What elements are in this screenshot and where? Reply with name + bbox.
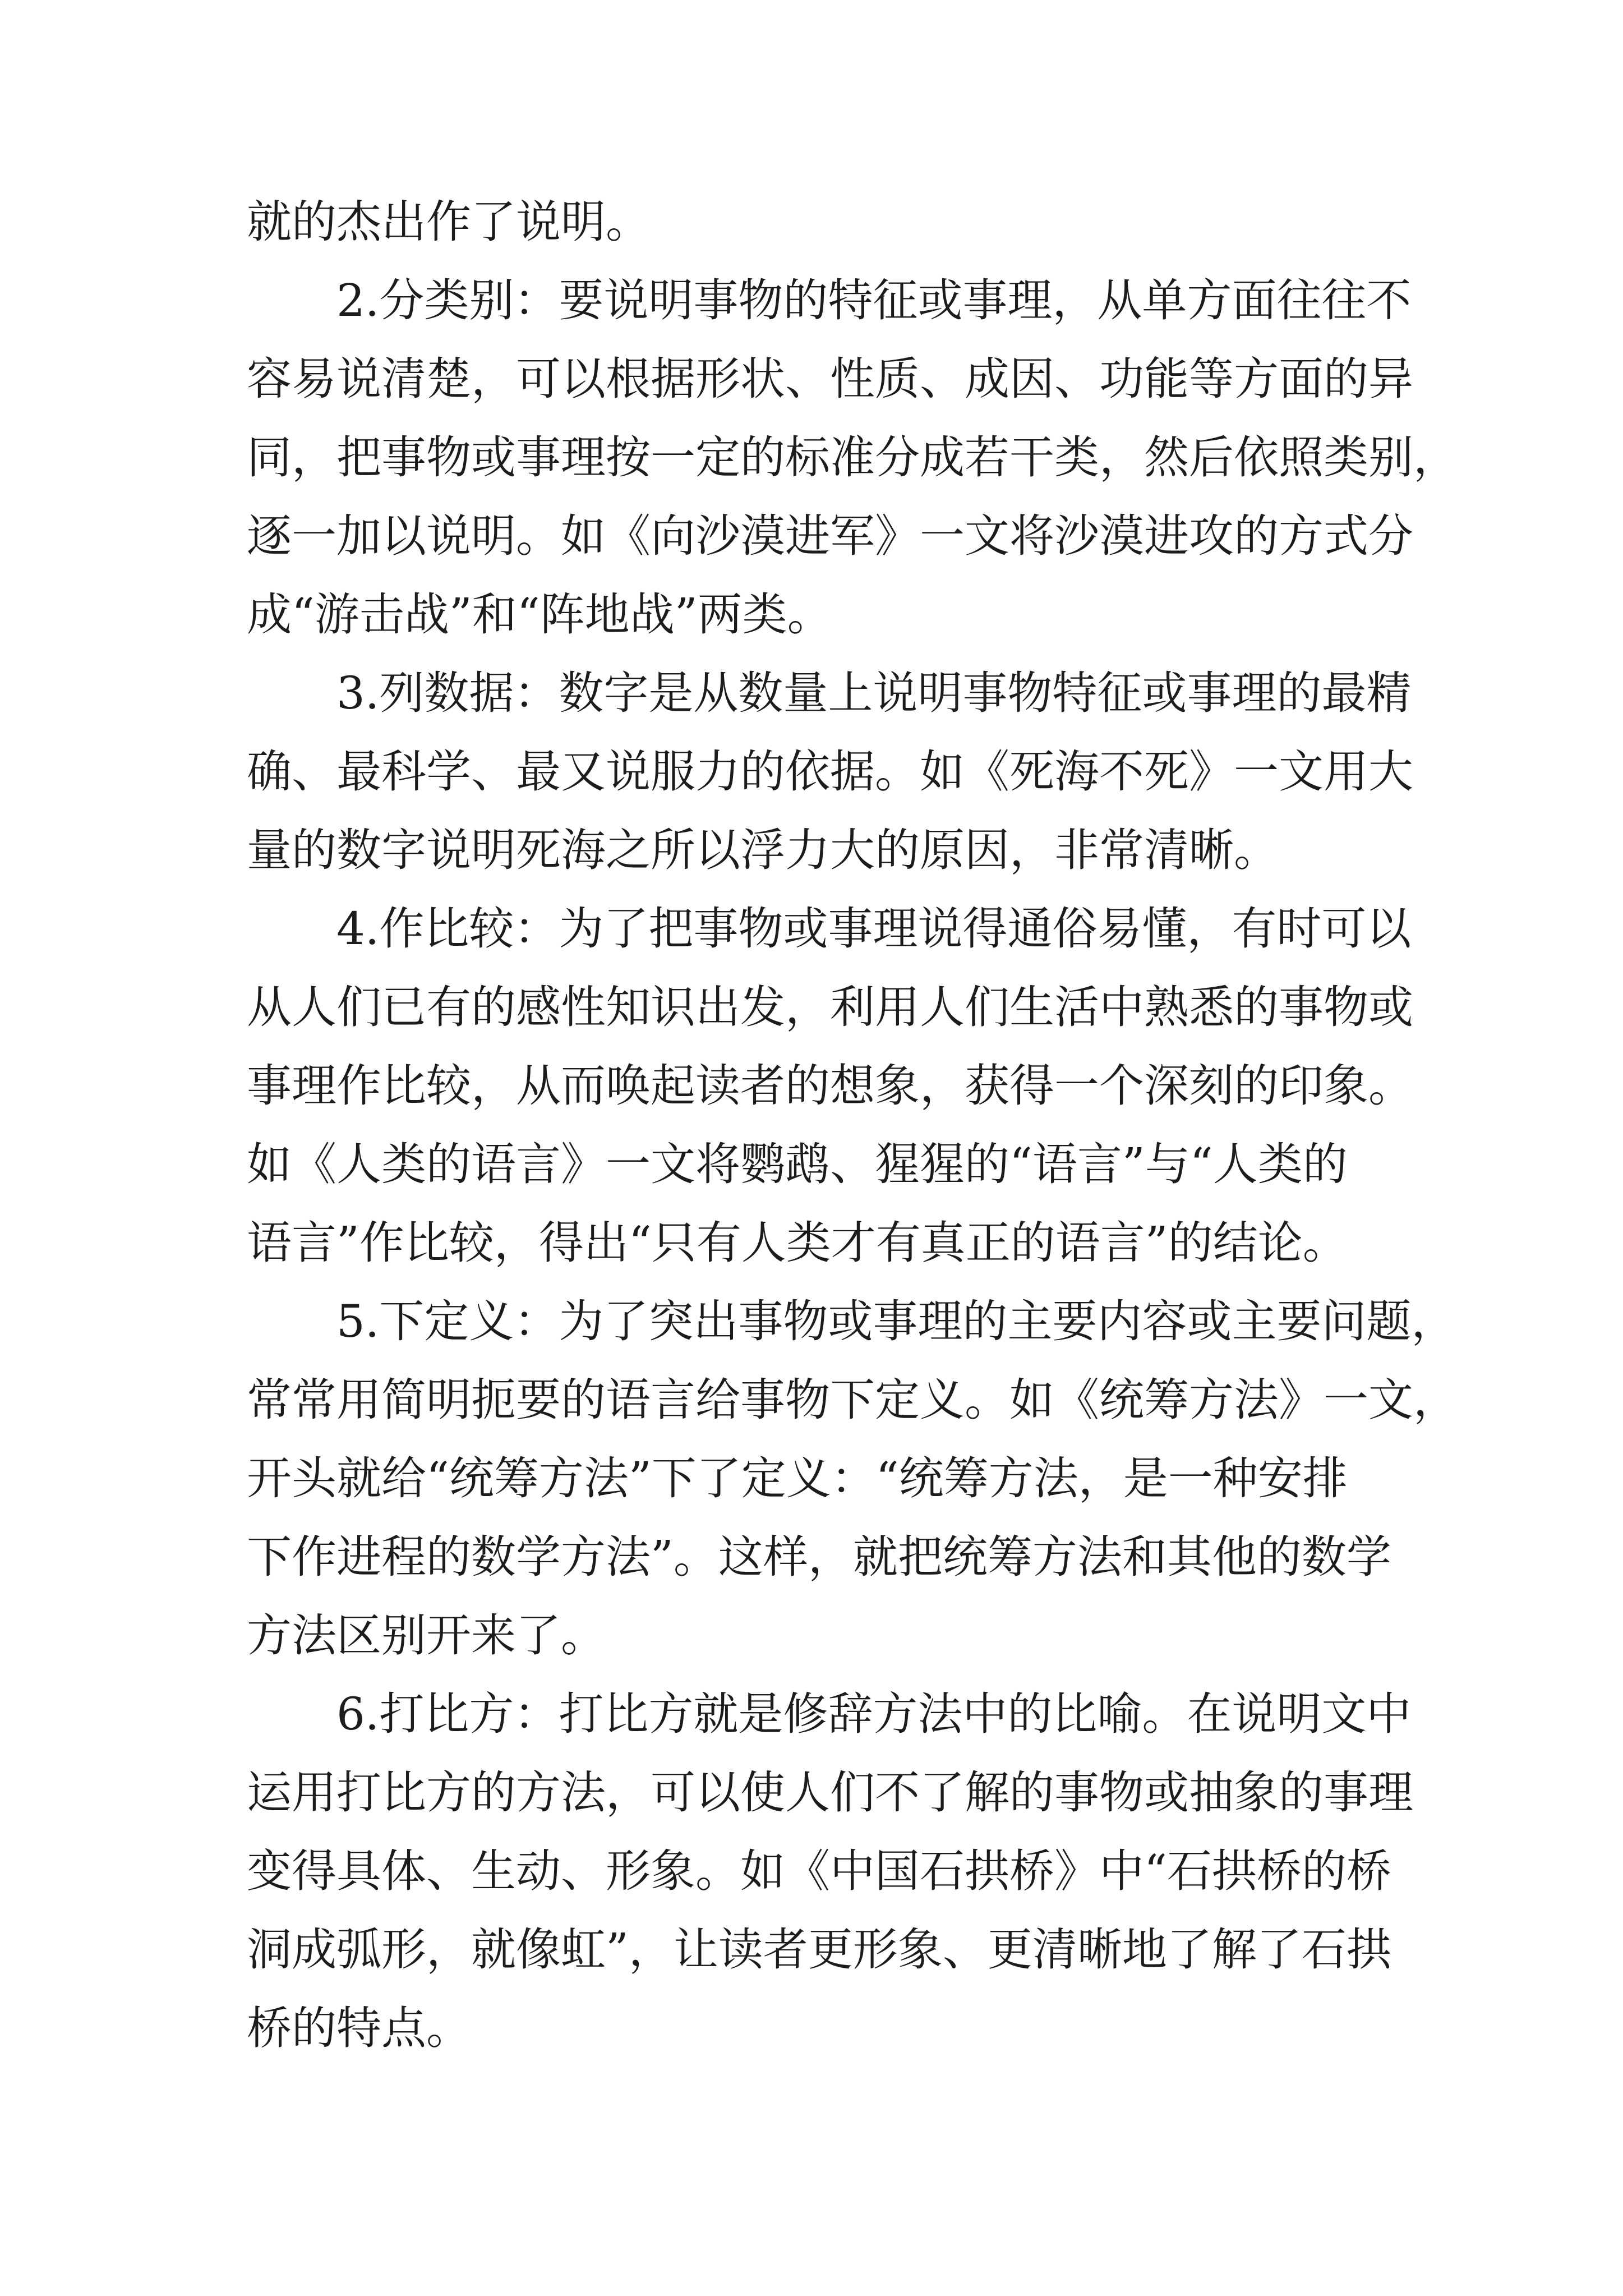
text-line: 事理作比较，从而唤起读者的想象，获得一个深刻的印象。 — [247, 1060, 1413, 1112]
text-line: 常常用简明扼要的语言给事物下定义。如《统筹方法》一文， — [247, 1374, 1458, 1426]
text-line: 洞成弧形，就像虹”，让读者更形象、更清晰地了解了石拱 — [247, 1924, 1391, 1976]
text-line: 确、最科学、最又说服力的依据。如《死海不死》一文用大 — [247, 746, 1413, 798]
text-line: 桥的特点。 — [247, 2002, 471, 2054]
text-line: 成“游击战”和“阵地战”两类。 — [247, 588, 832, 641]
paragraph-comparison-heading: 4.作比较：为了把事物或事理说得通俗易懂，有时可以 — [336, 903, 1412, 955]
text-line: 下作进程的数学方法”。这样，就把统筹方法和其他的数学 — [247, 1531, 1391, 1583]
text-line: 量的数字说明死海之所以浮力大的原因，非常清晰。 — [247, 824, 1279, 876]
text-line: 逐一加以说明。如《向沙漠进军》一文将沙漠进攻的方式分 — [247, 510, 1413, 562]
text-line: 容易说清楚，可以根据形状、性质、成因、功能等方面的异 — [247, 353, 1413, 405]
text-line: 方法区别开来了。 — [247, 1609, 606, 1662]
text-line: 如《人类的语言》一文将鹦鹉、猩猩的“语言”与“人类的 — [247, 1138, 1348, 1190]
paragraph-definition-heading: 5.下定义：为了突出事物或事理的主要内容或主要问题， — [336, 1295, 1456, 1347]
paragraph-analogy-heading: 6.打比方：打比方就是修辞方法中的比喻。在说明文中 — [336, 1688, 1412, 1740]
paragraph-classification-heading: 2.分类别：要说明事物的特征或事理，从单方面往往不 — [336, 274, 1412, 326]
text-line: 就的杰出作了说明。 — [247, 196, 651, 248]
paragraph-data-heading: 3.列数据：数字是从数量上说明事物特征或事理的最精 — [336, 667, 1412, 719]
text-line: 同，把事物或事理按一定的标准分成若干类，然后依照类别， — [247, 431, 1458, 484]
text-line: 开头就给“统筹方法”下了定义：“统筹方法，是一种安排 — [247, 1452, 1348, 1504]
text-line: 语言”作比较，得出“只有人类才有真正的语言”的结论。 — [247, 1217, 1348, 1269]
text-line: 变得具体、生动、形象。如《中国石拱桥》中“石拱桥的桥 — [247, 1845, 1391, 1897]
text-line: 从人们已有的感性知识出发，利用人们生活中熟悉的事物或 — [247, 981, 1413, 1033]
text-line: 运用打比方的方法，可以使人们不了解的事物或抽象的事理 — [247, 1766, 1413, 1819]
